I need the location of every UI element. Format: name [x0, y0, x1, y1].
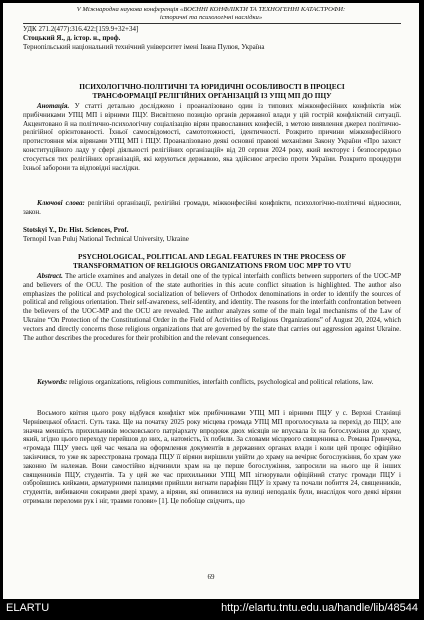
header-line-1: V Міжнародна наукова конференція «ВОЄННІ КОНФЛІКТИ ТА ТЕХНОГЕННІ КАТАСТРОФИ: [76, 6, 346, 13]
abstract-ukr-text: У статті детально досліджено і проаналізовано один із типових міжконфесійних конфліктів між прибічниками УПЦ МП і вірними ПЦУ. Висвітлено позицію органів державної влади у цій гострій конфліктній ситуації. Акцентовано й на політично-психологічну соціалізацію вірян православних конфесій, з метою виявлення джерел політично-релігійної орієнтованості. Їхньої самосвідомості, самототожності, ідентичності. Розкрито причини міжконфесійного протистояння між вірянами УПЦ МП і ПЦУ. Проаналізовано деякі основні правові механізми Закону України «Про захист конституційного ладу у сфері діяльності релігійних організацій» від 20 серпня 2024 року, який векторує і безпосередньо стосується тих релігійних організацій, які керуються державою, яка здійснює агресію проти України. Розкрито процедури їхньої заборони та відповідні наслідки. [23, 102, 402, 172]
udk-code: УДК 271.2(477):316.422:[159.9+32+34] [23, 25, 139, 33]
keywords-ukr-text: релігійні організації, релігійні громади, міжконфесійні конфлікти, психологічно-політичні відносини, закон. [23, 199, 402, 216]
affiliation-eng: Ternopil Ivan Puluj National Technical University, Ukraine [23, 235, 189, 243]
keywords-eng-label: Keywords: [37, 378, 68, 386]
body-paragraph: Восьмого квітня цього року відбувся конфлікт між прибічниками УПЦ МП і вірними ПЦУ у с. Верхні Станівці Чернівецької області. Суть така. Ще на початку 2025 року місцева громада УПЦ МП проголосувала за перехід до ПЦУ, але значна меншість прихильників московського патріархату впродовж двох місяців не впускала їх на богослужіння до храму, який, згідно цього переходу перейшов до них, а, натомість, їх побили. За словами місцевого священника о. Романа Гринчука, «громада ПЦУ увесь цей час чекала на оформлення документів в державних органах влади і коли цей процес офіційно закінчився, то уже як зареєстрована громада ПЦУ її віряни вирішили увійти до храму на вечірнє богослужіння, бо храм уже законно їм належав. Вони самостійно відчинили храм на це перше богослужіння, запросили на нього ще й інших священників ПЦУ, студентів. Та у цей же час прихильники УПЦ МП зігнорували офіційний статус громади ПЦУ і озброївшись кийками, арматурними палицями прийшли вигнати парафіян ПЦУ із храму та почали побиття 24, священників, студентів, вибиваючи сокирами двері храму, а віряни, які опинилися на вулиці неподалік були, внаслідок чого деякі віряни отримали переломи рук і ніг, травми голови» [1]. Це побоїще свідчить, що [23, 409, 401, 505]
title-ukr-line-1: ПСИХОЛОГІЧНО-ПОЛІТИЧНІ ТА ЮРИДИЧНІ ОСОБЛИВОСТІ В ПРОЦЕСІ [79, 82, 345, 91]
title-eng [23, 253, 401, 271]
repository-name: ELARTU [6, 602, 50, 614]
document-page [3, 3, 419, 599]
repository-link[interactable]: http://elartu.tntu.edu.ua/handle/lib/48544 [221, 602, 418, 614]
keywords-ukr [23, 199, 401, 217]
title-ukr-line-2: ТРАНСФОРМАЦІЇ РЕЛІГІЙНИХ ОРГАНІЗАЦІЙ ІЗ УПЦ МП ДО ПЦУ [92, 90, 332, 100]
abstract-eng-text: The article examines and analyzes in detail one of the typical interfaith conflicts between supporters of the UOC-MP and believers of the OCU. The position of the state authorities in this acute conflict situation is highlighted. The author also emphasizes the political and psychological socialization of believers of Orthodox denominations in order to identify the sources of political and religious orientation. Their self-awareness, self-identity, and identity. The reasons for the interfaith confrontation between the believers of the UOC-MP and the OCU are revealed. The author analyzes some of the main legal mechanisms of the Law of Ukraine “On Protection of the Constitutional Order in the Field of Activities of Religious Organizations” of August 20, 2024, which vectors and directly concerns those religious organizations that are governed by the state that carries out aggression against Ukraine. The author describes the procedures for their prohibition and the relevant consequences. [23, 272, 402, 342]
author-ukr: Стоцький Я., д. істор. н., проф. [23, 34, 121, 42]
title-eng-line-2: TRANSFORMATION OF RELIGIOUS ORGANIZATIONS FROM UOC MPP TO VTU [73, 260, 351, 270]
title-eng-line-1: PSYCHOLOGICAL, POLITICAL AND LEGAL FEATURES IN THE PROCESS OF [78, 252, 346, 261]
author-eng: Stotskyi Y., Dr. Hist. Sciences, Prof. [23, 226, 129, 234]
header-divider [23, 23, 401, 24]
keywords-ukr-label: Ключові слова: [37, 199, 85, 207]
abstract-ukr [23, 102, 401, 172]
abstract-ukr-label: Анотація. [37, 102, 70, 110]
page-number: 69 [207, 573, 215, 581]
keywords-eng [23, 378, 401, 387]
repository-footer [0, 599, 424, 620]
abstract-eng-label: Abstract. [37, 272, 63, 280]
affiliation-ukr: Тернопільський національний технічний університет імені Івана Пулюя, Україна [23, 43, 265, 51]
header-line-2: історичні та психологічні наслідки» [159, 13, 263, 21]
keywords-eng-text: religious organizations, religious communities, interfaith conflicts, psychological and political relations, law. [69, 378, 374, 386]
running-header [23, 6, 399, 21]
abstract-eng [23, 272, 401, 342]
title-ukr [23, 83, 401, 101]
